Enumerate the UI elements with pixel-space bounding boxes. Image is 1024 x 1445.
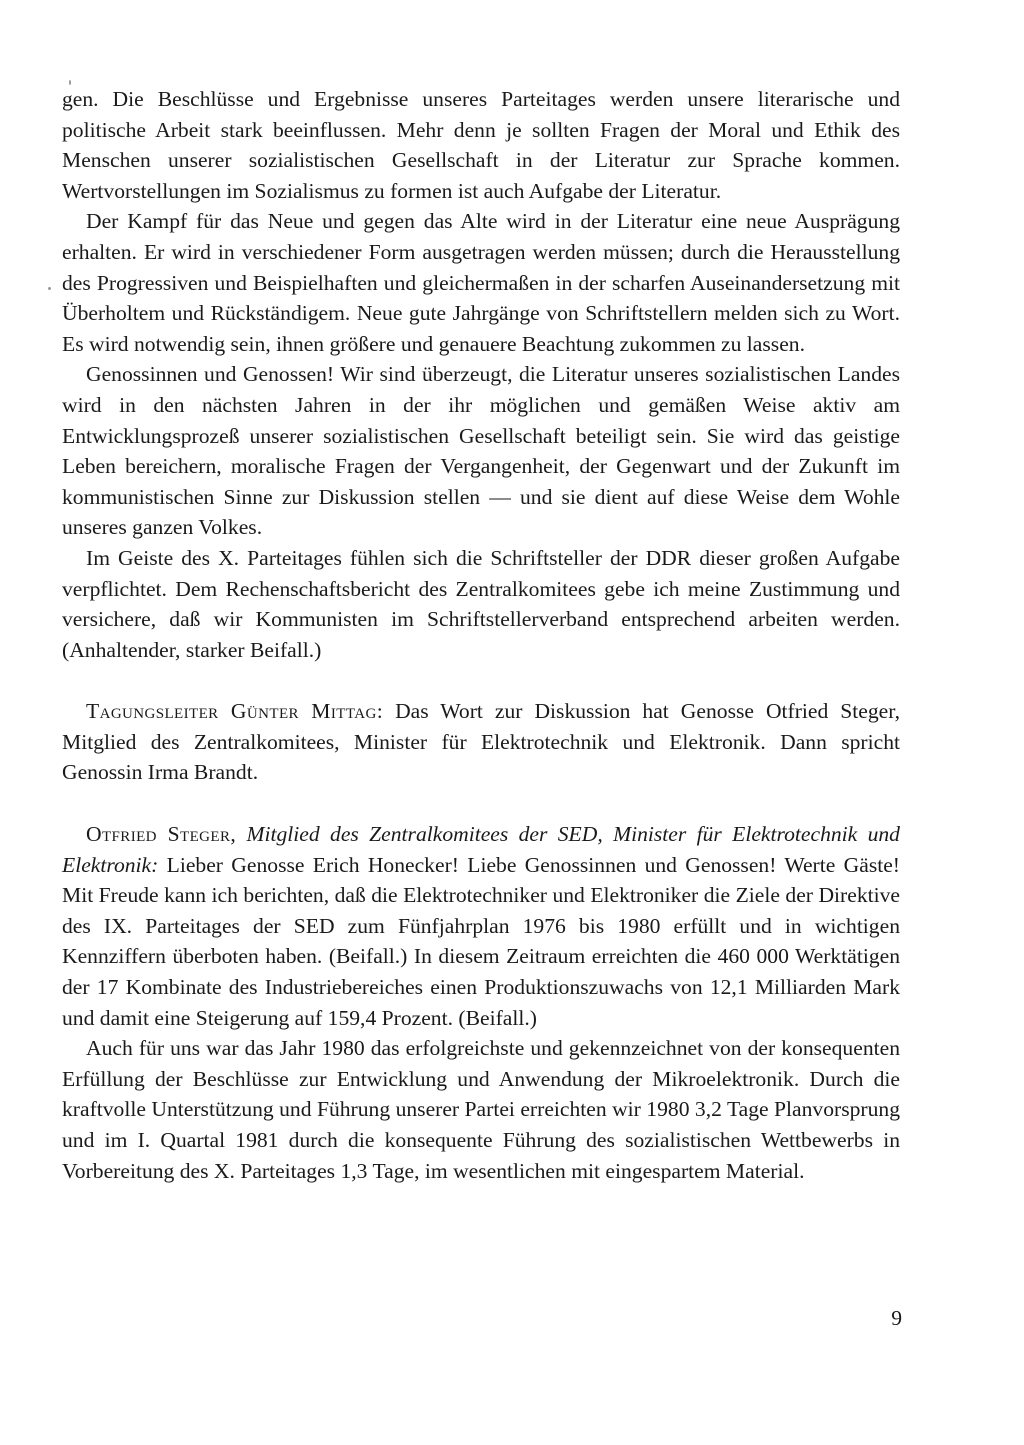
scan-speck [69, 80, 71, 85]
paragraph-struggle-new-old: Der Kampf für das Neue und gegen das Alte wird in der Literatur eine neue Ausprägung erhalten. Er wird in verschiedener Form ausgetragen werden müssen; durch die Herausstellung des Progressiven und Beispielhaften und gleichermaßen in der scharfen Auseinandersetzung mit Überholtem und Rückständigem. Neue gute Jahrgänge von Schriftstellern melden sich zu Wort. Es wird notwendig sein, ihnen größere und genauere Beachtung zukommen zu lassen. [62, 209, 900, 356]
section-spacer [62, 665, 900, 696]
chair-remark [62, 696, 900, 788]
speech-continuation: Auch für uns war das Jahr 1980 das erfolgreichste und gekennzeichnet von der konsequenten Erfüllung der Beschlüsse zur Entwicklung und Anwendung der Mikroelektronik. Durch die kraftvolle Unterstützung und Führung unserer Partei erreichten wir 1980 3,2 Tage Planvorsprung und im I. Quartal 1981 durch die konsequente Führung des sozialistischen Wettbewerbs in Vorbereitung des X. Parteitages 1,3 Tage, im wesentlichen mit eingespartem Material. [62, 1036, 900, 1183]
speech-opening-text: Lieber Genosse Erich Honecker! Liebe Genossinnen und Genossen! Werte Gäste! Mit Freude kann ich berichten, daß die Elektrotechniker und Elektroniker die Ziele der Direktive des IX. Parteitages der SED zum Fünfjahrplan 1976 bis 1980 erfüllt und in wichtigen Kennziffern überboten haben. (Beifall.) In diesem Zeitraum erreichten die 460 000 Werktätigen der 17 Kombinate des Industriebereiches einen Produktionszuwachs von 12,1 Milliarden Mark und damit eine Steigerung auf 159,4 Prozent. (Beifall.) [62, 852, 900, 1030]
speech-speaker-role: Mitglied des Zentralkomitees der SED, Minister für Elektrotechnik und Elektronik: [62, 822, 900, 877]
paragraph-writers-commitment: Im Geiste des X. Parteitages fühlen sich die Schriftsteller der DDR dieser großen Aufgabe verpflichtet. Dem Rechenschaftsbericht des Zentralkomitees gebe ich meine Zustimmung und versichere, daß wir Kommunisten im Schriftstellerverband entsprechend arbeiten werden. (Anhaltender, starker Beifall.) [62, 545, 900, 662]
paragraph-literature-intro: gen. Die Beschlüsse und Ergebnisse unseres Parteitages werden unsere literarische und politische Arbeit stark beeinflussen. Mehr denn je sollten Fragen der Moral und Ethik des Menschen unserer sozialistischen Gesellschaft in der Literatur zur Sprache kommen. Wertvorstellungen im Sozialismus zu formen ist auch Aufgabe der Literatur. [62, 87, 900, 203]
scan-speck [48, 287, 51, 290]
section-spacer [62, 788, 900, 819]
document-body [62, 84, 900, 1186]
speech-opening [62, 819, 900, 1033]
chair-speaker-name: Tagungsleiter Günter Mittag: [86, 699, 384, 724]
page-number: 9 [891, 1306, 902, 1330]
paragraph-comrades-literature: Genossinnen und Genossen! Wir sind überzeugt, die Literatur unseres sozialistischen Landes wird in den nächsten Jahren in der ihr möglichen und gemäßen Weise aktiv am Entwicklungsprozeß unserer sozialistischen Gesellschaft beteiligt sein. Sie wird das geistige Leben bereichern, moralische Fragen der Vergangenheit, der Gegenwart und der Zukunft im kommunistischen Sinne zur Diskussion stellen — und sie dient auf diese Weise dem Wohle unseres ganzen Volkes. [62, 362, 900, 540]
speech-speaker-name: Otfried Steger, [86, 822, 237, 847]
chair-remark-text: Das Wort zur Diskussion hat Genosse Otfried Steger, Mitglied des Zentralkomitees, Minister für Elektrotechnik und Elektronik. Dann spricht Genossin Irma Brandt. [62, 699, 900, 785]
